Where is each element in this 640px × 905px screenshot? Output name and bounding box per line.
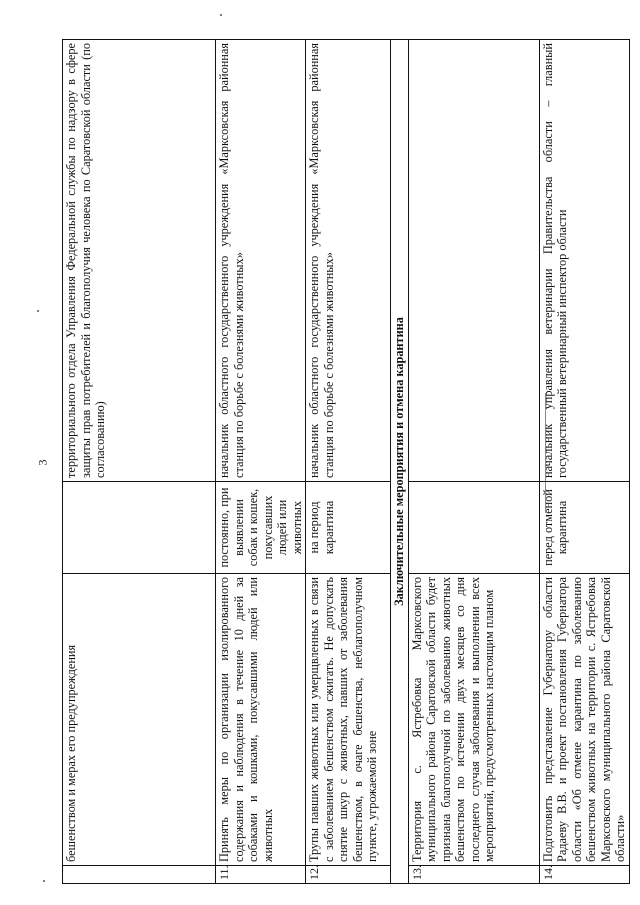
row-responsible: территориального отдела Управления Федеральной службы по надзору в сфере защиты прав потребителей и благополучия человека по Саратовской области (по согласованию) <box>63 40 216 482</box>
row-action: Территория с. Ястребовка Марксовского муниципального района Саратовской области будет признана благополучной по заболеванию животных бешенством по истечении двух месяцев со дня последнего случая заболевания и выполнении всех мероприятий, предусмотренных настоящим планом <box>408 574 539 866</box>
page-number: 3 <box>35 459 50 466</box>
row-term <box>408 482 539 574</box>
row-number: 14. <box>539 866 629 884</box>
row-responsible: начальник управления ветеринарии Правительства области – главный государственный ветеринарный инспектор области <box>539 40 629 482</box>
table-row <box>306 40 391 884</box>
table-row <box>63 40 216 884</box>
section-header-row <box>391 40 409 884</box>
row-number: 12. <box>306 866 391 884</box>
row-term: постоянно, при выявлении собак и кошек, покусавших людей или животных <box>216 482 306 574</box>
row-action: Принять меры по организации изолированного содержания и наблюдения в течение 10 дней за собаками и кошками, покусавшими людей или животных <box>216 574 306 866</box>
row-term: на период карантина <box>306 482 391 574</box>
rotated-table-container <box>62 40 627 884</box>
row-action: бешенством и мерах его предупреждения <box>63 574 216 866</box>
plan-table <box>62 39 630 884</box>
row-term: перед отменой карантина <box>539 482 629 574</box>
row-number: 13. <box>408 866 539 884</box>
table-row <box>539 40 629 884</box>
scan-speck <box>37 310 39 312</box>
table-row <box>408 40 539 884</box>
row-responsible: начальник областного государственного учреждения «Марксовская районная станция по борьбе с болезнями животных» <box>216 40 306 482</box>
scan-speck <box>220 14 222 16</box>
row-responsible: начальник областного государственного учреждения «Марксовская районная станция по борьбе с болезнями животных» <box>306 40 391 482</box>
row-responsible <box>408 40 539 482</box>
table-row <box>216 40 306 884</box>
row-number <box>63 866 216 884</box>
row-action: Подготовить представление Губернатору области Радаеву В.В. и проект постановления Губернатора области «Об отмене карантина по заболеванию бешенством животных на территории с. Ястребовка Марксовского муниципального района Саратовской области» <box>539 574 629 866</box>
row-action: Трупы павших животных или умерщвленных в связи с заболеванием бешенством сжигать. Не допускать снятие шкур с животных, павших от заболевания бешенством, в очаге бешенства, неблагополучном пункте, угрожаемой зоне <box>306 574 391 866</box>
row-number: 11. <box>216 866 306 884</box>
row-term <box>63 482 216 574</box>
section-title: Заключительные мероприятия и отмена карантина <box>391 40 409 884</box>
scan-speck <box>43 880 45 882</box>
